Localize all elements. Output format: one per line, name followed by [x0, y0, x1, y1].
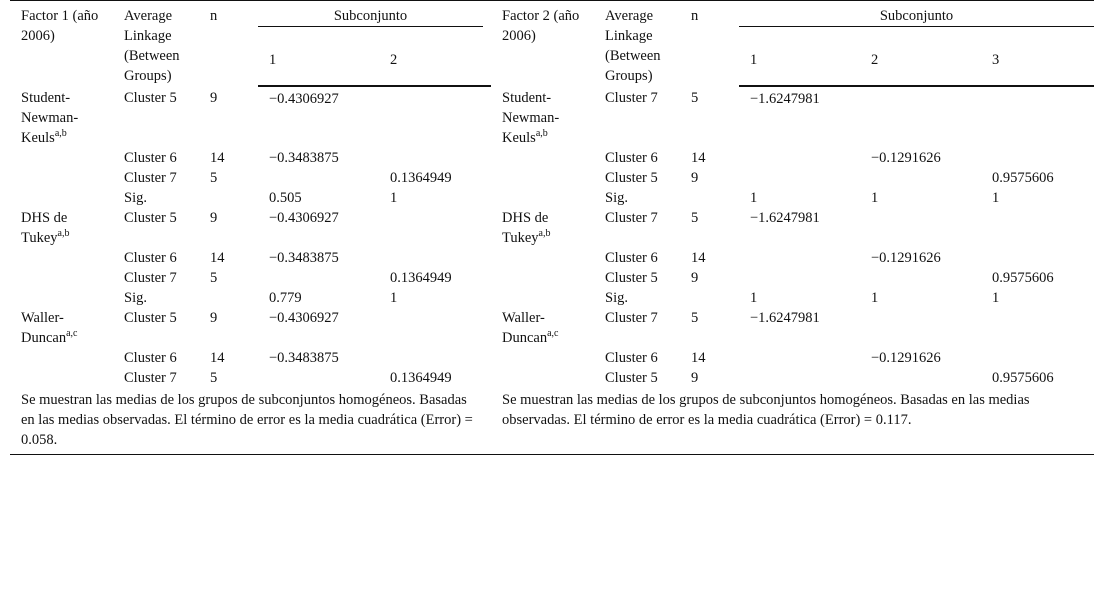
subset-value — [739, 168, 860, 188]
subset-value — [860, 208, 981, 248]
sig-value: 0.505 — [269, 190, 302, 206]
cluster-cell: Cluster 6 — [124, 350, 177, 366]
n1-header: n — [199, 1, 258, 87]
test-footnote-mark: a,b — [57, 228, 70, 240]
empty-cell — [680, 188, 739, 208]
subset2-header: Subconjunto — [739, 1, 1094, 45]
cluster-cell: Cluster 6 — [605, 150, 658, 166]
subset-value: −0.1291626 — [871, 350, 941, 366]
sig-value: 1 — [390, 190, 398, 206]
cluster-cell: Cluster 5 — [124, 310, 177, 326]
test-footnote-mark: a,c — [66, 328, 78, 340]
sig-value: 1 — [390, 290, 398, 306]
subset2-col2: 2 — [860, 44, 981, 86]
cluster-cell: Cluster 5 — [124, 90, 177, 106]
table-row — [10, 368, 1094, 388]
subset-value: 0.9575606 — [992, 270, 1054, 286]
test-footnote-mark: a,b — [538, 228, 551, 240]
sig-label: Sig. — [605, 290, 628, 306]
empty-cell — [491, 368, 594, 388]
subset-value — [981, 208, 1094, 248]
test-name-left — [10, 208, 113, 248]
table-row — [10, 248, 1094, 268]
test-label: Waller-Duncan — [502, 310, 548, 346]
cluster-cell: Cluster 6 — [605, 250, 658, 266]
subset-value — [379, 248, 491, 268]
cluster-cell: Cluster 6 — [605, 350, 658, 366]
empty-cell — [10, 248, 113, 268]
subset-value — [981, 248, 1094, 268]
cluster-cell: Cluster 5 — [605, 270, 658, 286]
n-cell: 9 — [691, 270, 699, 286]
table-row — [10, 86, 1094, 148]
subset-value: 0.1364949 — [390, 370, 452, 386]
subset-value: −0.3483875 — [269, 350, 339, 366]
n-cell: 5 — [691, 90, 699, 106]
n-cell: 5 — [691, 310, 699, 326]
subset-value — [860, 268, 981, 288]
n-cell: 5 — [210, 170, 218, 186]
test-label: Waller-Duncan — [21, 310, 67, 346]
n2-header: n — [680, 1, 739, 87]
test-footnote-mark: a,c — [547, 328, 559, 340]
empty-cell — [491, 168, 594, 188]
subset-value: 0.1364949 — [390, 170, 452, 186]
cluster-cell: Cluster 5 — [124, 210, 177, 226]
factor2-header: Factor 2 (año 2006) — [491, 1, 594, 87]
table-row — [10, 168, 1094, 188]
test-name-left — [10, 308, 113, 348]
sig-label: Sig. — [605, 190, 628, 206]
subset-value: −0.1291626 — [871, 150, 941, 166]
subset-value: −0.3483875 — [269, 150, 339, 166]
sig-value: 1 — [871, 190, 879, 206]
subset-value — [379, 148, 491, 168]
subset-value: −1.6247981 — [750, 210, 820, 226]
n-cell: 9 — [210, 90, 218, 106]
test-name-left — [10, 86, 113, 148]
subset-value — [739, 348, 860, 368]
n-cell: 14 — [691, 250, 706, 266]
test-label: DHS de Tukey — [21, 210, 68, 246]
subset-value — [860, 86, 981, 148]
table-row — [10, 148, 1094, 168]
empty-cell — [491, 288, 594, 308]
subset-value — [981, 148, 1094, 168]
sig-value: 1 — [750, 190, 758, 206]
header-row-1 — [10, 1, 1094, 45]
subset-value — [379, 308, 491, 348]
sig-value: 1 — [871, 290, 879, 306]
subset-value — [981, 86, 1094, 148]
table-row — [10, 348, 1094, 368]
subset-value: −0.4306927 — [269, 91, 339, 107]
cluster-cell: Cluster 7 — [605, 310, 658, 326]
n-cell: 14 — [691, 350, 706, 366]
subset-value — [981, 348, 1094, 368]
empty-cell — [491, 348, 594, 368]
subset-value: −1.6247981 — [750, 91, 820, 107]
subset-value: −0.4306927 — [269, 210, 339, 226]
table-row — [10, 308, 1094, 348]
cluster-cell: Cluster 7 — [124, 170, 177, 186]
subset-value — [739, 268, 860, 288]
subset-value — [379, 208, 491, 248]
subset1-col2: 2 — [379, 44, 491, 86]
test-name-right — [491, 308, 594, 348]
empty-cell — [10, 168, 113, 188]
sig-row — [10, 288, 1094, 308]
n-cell: 9 — [691, 370, 699, 386]
empty-cell — [491, 268, 594, 288]
stats-table-container — [10, 0, 1105, 455]
footnote-right: Se muestran las medias de los grupos de subconjuntos homogéneos. Basadas en las medias observadas. El término de error es la media cuadrática (Error) = 0.117. — [491, 388, 1094, 455]
cluster-cell: Cluster 6 — [124, 150, 177, 166]
subset-value: 0.9575606 — [992, 170, 1054, 186]
test-label: Student-Newman-Keuls — [21, 90, 79, 146]
cluster-cell: Cluster 5 — [605, 170, 658, 186]
subset-value: −0.3483875 — [269, 250, 339, 266]
method2-header: Average Linkage (Between Groups) — [594, 1, 680, 87]
subset-value — [860, 368, 981, 388]
subset2-col1: 1 — [739, 44, 860, 86]
n-cell: 9 — [210, 310, 218, 326]
sig-row — [10, 188, 1094, 208]
cluster-cell: Cluster 7 — [124, 370, 177, 386]
subset-value: −0.4306927 — [269, 310, 339, 326]
subset1-header: Subconjunto — [258, 1, 491, 45]
test-name-right — [491, 86, 594, 148]
empty-cell — [491, 148, 594, 168]
subset-value — [258, 368, 379, 388]
subset-value — [739, 368, 860, 388]
test-label: DHS de Tukey — [502, 210, 549, 246]
test-label: Student-Newman-Keuls — [502, 90, 560, 146]
n-cell: 14 — [691, 150, 706, 166]
table-body — [10, 86, 1094, 388]
empty-cell — [680, 288, 739, 308]
test-footnote-mark: a,b — [54, 128, 67, 140]
n-cell: 14 — [210, 150, 225, 166]
sig-value: 0.779 — [269, 290, 302, 306]
empty-cell — [10, 268, 113, 288]
subset-value: −0.1291626 — [871, 250, 941, 266]
empty-cell — [199, 288, 258, 308]
subset-value — [379, 86, 491, 148]
subset-value: −1.6247981 — [750, 310, 820, 326]
factor1-header: Factor 1 (año 2006) — [10, 1, 113, 87]
n-cell: 9 — [691, 170, 699, 186]
subset-value — [379, 348, 491, 368]
table-row — [10, 208, 1094, 248]
cluster-cell: Cluster 7 — [124, 270, 177, 286]
subset-value — [258, 168, 379, 188]
empty-cell — [199, 188, 258, 208]
footnote-left: Se muestran las medias de los grupos de subconjuntos homogéneos. Basadas en las medias observadas. El término de error es la media cuadrática (Error) = 0.058. — [10, 388, 491, 455]
sig-label: Sig. — [124, 290, 147, 306]
sig-value: 1 — [992, 190, 1000, 206]
empty-cell — [491, 248, 594, 268]
empty-cell — [10, 348, 113, 368]
test-footnote-mark: a,b — [535, 128, 548, 140]
subset-value — [860, 168, 981, 188]
subset-value — [860, 308, 981, 348]
subset1-col1: 1 — [258, 44, 379, 86]
n-cell: 5 — [691, 210, 699, 226]
sig-label: Sig. — [124, 190, 147, 206]
cluster-cell: Cluster 7 — [605, 90, 658, 106]
n-cell: 5 — [210, 270, 218, 286]
sig-value: 1 — [750, 290, 758, 306]
subset-value — [981, 308, 1094, 348]
subset-value — [739, 148, 860, 168]
empty-cell — [491, 188, 594, 208]
cluster-cell: Cluster 7 — [605, 210, 658, 226]
n-cell: 14 — [210, 350, 225, 366]
footnote-row — [10, 388, 1094, 455]
empty-cell — [10, 188, 113, 208]
subset-value — [258, 268, 379, 288]
n-cell: 14 — [210, 250, 225, 266]
table-row — [10, 268, 1094, 288]
empty-cell — [10, 368, 113, 388]
subset-value: 0.9575606 — [992, 370, 1054, 386]
empty-cell — [10, 148, 113, 168]
subset-value — [739, 248, 860, 268]
n-cell: 9 — [210, 210, 218, 226]
subset2-col3: 3 — [981, 44, 1094, 86]
method1-header: Average Linkage (Between Groups) — [113, 1, 199, 87]
cluster-cell: Cluster 6 — [124, 250, 177, 266]
empty-cell — [10, 288, 113, 308]
subset-value: 0.1364949 — [390, 270, 452, 286]
test-name-right — [491, 208, 594, 248]
homogeneous-subsets-table — [10, 0, 1094, 455]
n-cell: 5 — [210, 370, 218, 386]
cluster-cell: Cluster 5 — [605, 370, 658, 386]
sig-value: 1 — [992, 290, 1000, 306]
